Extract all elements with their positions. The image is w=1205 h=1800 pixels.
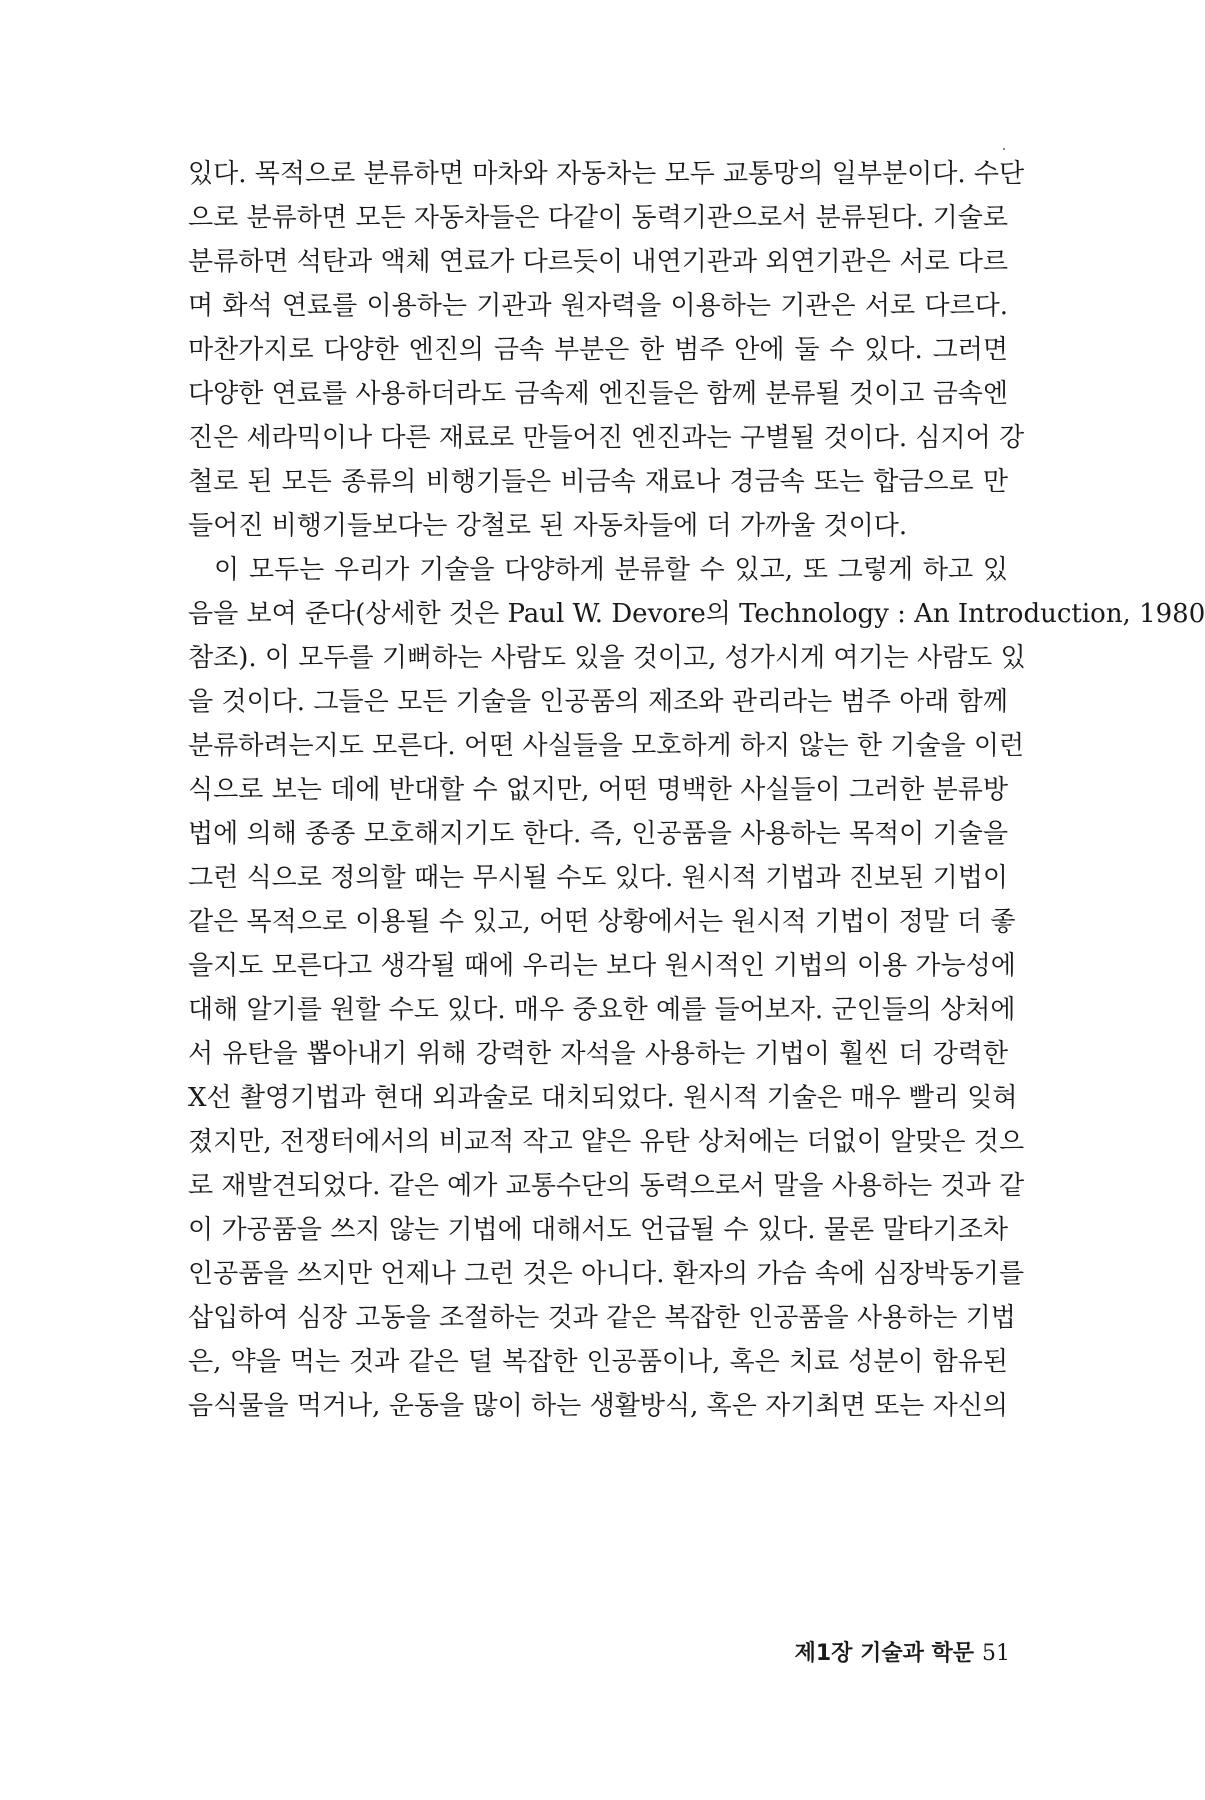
text-line: 음을 보여 준다(상세한 것은 Paul W. Devore의 Technology : An Introduction, 1980 xyxy=(188,599,1205,629)
page-footer xyxy=(760,1636,1010,1676)
page-number: 51 xyxy=(982,1641,1010,1666)
text-line: 이 가공품을 쓰지 않는 기법에 대해서도 언급될 수 있다. 물론 말타기조차 xyxy=(188,1215,1008,1245)
text-line: 다양한 연료를 사용하더라도 금속제 엔진들은 함께 분류될 것이고 금속엔 xyxy=(188,379,1008,409)
text-line: 있다. 목적으로 분류하면 마차와 자동차는 모두 교통망의 일부분이다. 수단 xyxy=(188,159,1025,189)
text-line: 들어진 비행기들보다는 강철로 된 자동차들에 더 가까울 것이다. xyxy=(188,511,908,541)
text-line: 같은 목적으로 이용될 수 있고, 어떤 상황에서는 원시적 기법이 정말 더 좋 xyxy=(188,907,1016,937)
text-line: 이 모두는 우리가 기술을 다양하게 분류할 수 있고, 또 그렇게 하고 있 xyxy=(214,555,1008,585)
text-line: 은, 약을 먹는 것과 같은 덜 복잡한 인공품이나, 혹은 치료 성분이 함유된 xyxy=(188,1347,1008,1377)
text-line: 을 것이다. 그들은 모든 기술을 인공품의 제조와 관리라는 범주 아래 함께 xyxy=(188,687,1008,717)
text-line: 그런 식으로 정의할 때는 무시될 수도 있다. 원시적 기법과 진보된 기법이 xyxy=(188,863,1008,893)
chapter-title: 제1장 기술과 학문 xyxy=(794,1641,974,1666)
text-line: 음식물을 먹거나, 운동을 많이 하는 생활방식, 혹은 자기최면 또는 자신의 xyxy=(188,1391,1008,1421)
text-line: 졌지만, 전쟁터에서의 비교적 작고 얕은 유탄 상처에는 더없이 알맞은 것으 xyxy=(188,1127,1025,1157)
text-line: 서 유탄을 뽑아내기 위해 강력한 자석을 사용하는 기법이 훨씬 더 강력한 xyxy=(188,1039,1008,1069)
text-line: 식으로 보는 데에 반대할 수 없지만, 어떤 명백한 사실들이 그러한 분류방 xyxy=(188,775,1008,805)
text-line: 며 화석 연료를 이용하는 기관과 원자력을 이용하는 기관은 서로 다르다. xyxy=(188,291,1008,321)
text-line: X선 촬영기법과 현대 외과술로 대치되었다. 원시적 기술은 매우 빨리 잊혀 xyxy=(188,1083,1018,1113)
text-line: 마찬가지로 다양한 엔진의 금속 부분은 한 범주 안에 둘 수 있다. 그러면 xyxy=(188,335,1008,365)
text-line: 으로 분류하면 모든 자동차들은 다같이 동력기관으로서 분류된다. 기술로 xyxy=(188,203,1008,233)
text-line: 을지도 모른다고 생각될 때에 우리는 보다 원시적인 기법의 이용 가능성에 xyxy=(188,951,1016,981)
text-line: 대해 알기를 원할 수도 있다. 매우 중요한 예를 들어보자. 군인들의 상처에 xyxy=(188,995,1016,1025)
text-line: 참조). 이 모두를 기뻐하는 사람도 있을 것이고, 성가시게 여기는 사람도 있 xyxy=(188,643,1026,673)
text-line: 분류하려는지도 모른다. 어떤 사실들을 모호하게 하지 않는 한 기술을 이런 xyxy=(188,731,1025,761)
text-line: 로 재발견되었다. 같은 예가 교통수단의 동력으로서 말을 사용하는 것과 같 xyxy=(188,1171,1025,1201)
scan-mark xyxy=(1003,148,1005,150)
text-line: 인공품을 쓰지만 언제나 그런 것은 아니다. 환자의 가슴 속에 심장박동기를 xyxy=(188,1259,1025,1289)
text-line: 진은 세라믹이나 다른 재료로 만들어진 엔진과는 구별될 것이다. 심지어 강 xyxy=(188,423,1025,453)
text-line: 분류하면 석탄과 액체 연료가 다르듯이 내연기관과 외연기관은 서로 다르 xyxy=(188,247,1008,277)
text-line: 철로 된 모든 종류의 비행기들은 비금속 재료나 경금속 또는 합금으로 만 xyxy=(188,467,1008,497)
text-line: 삽입하여 심장 고동을 조절하는 것과 같은 복잡한 인공품을 사용하는 기법 xyxy=(188,1303,1016,1333)
text-line: 법에 의해 종종 모호해지기도 한다. 즉, 인공품을 사용하는 목적이 기술을 xyxy=(188,819,1008,849)
